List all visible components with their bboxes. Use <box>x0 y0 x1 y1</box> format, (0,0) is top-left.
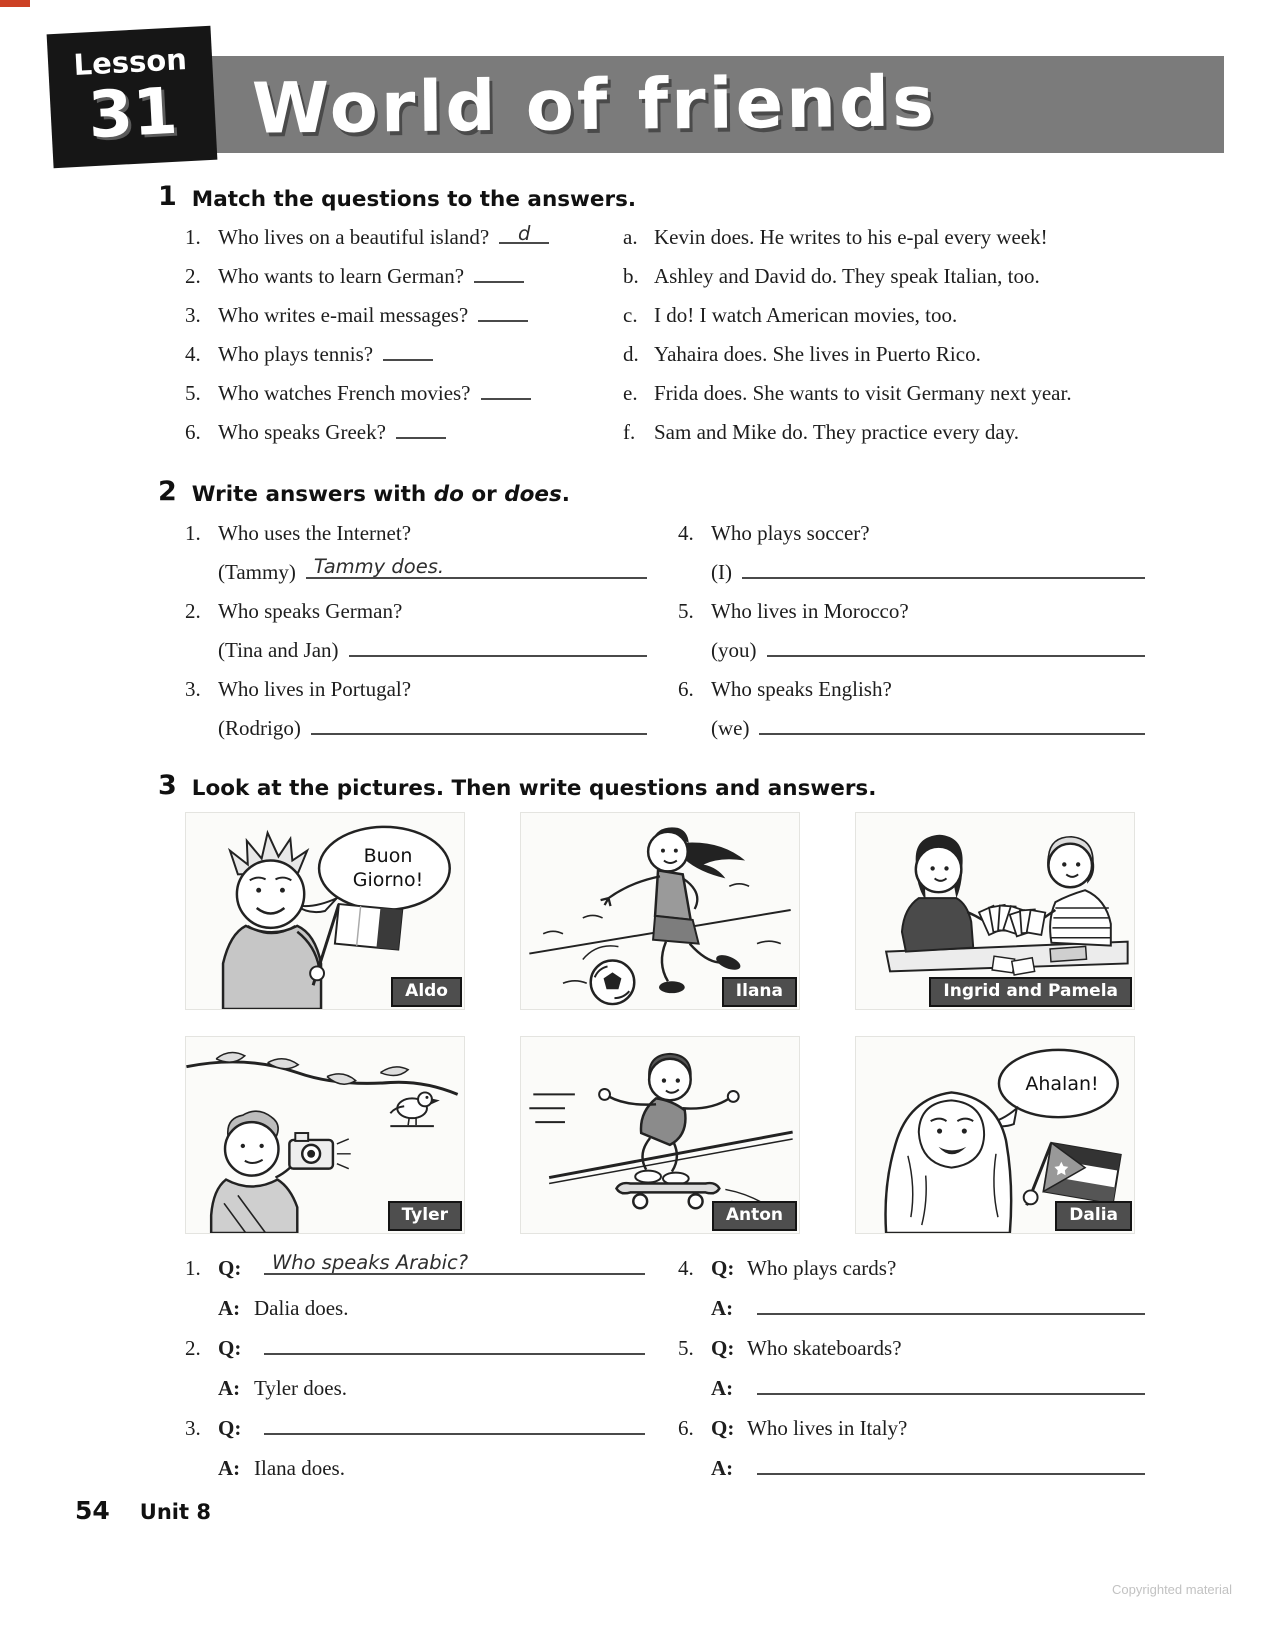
item-letter: d. <box>623 342 639 366</box>
exercise3-qa-left-column <box>185 1246 645 1486</box>
qa-item <box>678 1246 1145 1326</box>
question-text: Who speaks German? <box>218 599 403 623</box>
lesson-number: 31 <box>86 74 180 154</box>
picture-card-tyler <box>185 1036 465 1234</box>
a-label: A: <box>218 1456 241 1480</box>
qa-item <box>185 1246 645 1326</box>
item-number: 4. <box>678 521 694 545</box>
page-title: World of friends <box>251 59 938 150</box>
exercise2-item <box>185 668 647 746</box>
list-item <box>623 255 1213 294</box>
item-number: 3. <box>185 677 201 701</box>
exercise2-item <box>185 512 647 590</box>
q-label: Q: <box>218 1256 242 1280</box>
picture-name-label: Ingrid and Pamela <box>929 977 1132 1007</box>
item-letter: a. <box>623 225 638 249</box>
question-text: Who uses the Internet? <box>218 521 412 545</box>
item-number: 6. <box>185 420 201 444</box>
picture-name-label: Ilana <box>722 977 797 1007</box>
item-number: 6. <box>678 1416 694 1440</box>
question-blank[interactable] <box>264 1339 645 1355</box>
question-text: Who wants to learn German? <box>218 264 465 288</box>
speech-bubble-text: Buon Giorno! <box>352 845 424 891</box>
exercise2-right-column <box>678 512 1145 746</box>
exercise2-heading <box>158 478 570 507</box>
qa-item <box>185 1406 645 1486</box>
item-number: 2. <box>185 599 201 623</box>
picture-card-aldo <box>185 812 465 1010</box>
list-item <box>623 411 1213 450</box>
exercise1-answers-list <box>623 216 1213 450</box>
answer-prompt: (Rodrigo) <box>218 716 301 740</box>
question-blank[interactable] <box>264 1419 645 1435</box>
answer-blank[interactable] <box>767 641 1146 657</box>
q-label: Q: <box>218 1336 242 1360</box>
written-answer: d <box>517 221 531 245</box>
exercise1-number: 1 <box>158 181 177 212</box>
question-blank[interactable] <box>264 1250 645 1275</box>
item-number: 6. <box>678 677 694 701</box>
list-item <box>185 216 637 255</box>
item-number: 5. <box>678 1336 694 1360</box>
exercise3-title: Look at the pictures. Then write questions and answers. <box>191 776 877 801</box>
q-label: Q: <box>218 1416 242 1440</box>
answer-text: Frida does. She wants to visit Germany next year. <box>654 381 1072 405</box>
exercise2-item <box>678 512 1145 590</box>
answer-blank[interactable] <box>757 1459 1145 1475</box>
item-number: 4. <box>678 1256 694 1280</box>
answer-blank[interactable] <box>757 1379 1145 1395</box>
exercise2-item <box>185 590 647 668</box>
item-number: 5. <box>185 381 201 405</box>
a-label: A: <box>711 1376 734 1400</box>
written-question: Who speaks Arabic? <box>272 1250 469 1274</box>
item-number: 3. <box>185 303 201 327</box>
exercise3-number: 3 <box>158 770 177 801</box>
answer-prompt: (Tammy) <box>218 560 296 584</box>
a-label: A: <box>218 1296 241 1320</box>
answer-text: Yahaira does. She lives in Puerto Rico. <box>654 342 981 366</box>
lesson-number-box <box>47 26 218 168</box>
question-text: Who lives in Portugal? <box>218 677 412 701</box>
exercise2-title <box>192 478 570 507</box>
list-item <box>623 294 1213 333</box>
answer-blank[interactable] <box>306 554 647 579</box>
question-text: Who watches French movies? <box>218 381 471 405</box>
qa-item <box>185 1326 645 1406</box>
item-letter: f. <box>623 420 636 444</box>
match-answer-blank[interactable] <box>499 221 549 245</box>
qa-item <box>678 1406 1145 1486</box>
q-label: Q: <box>711 1336 735 1360</box>
item-number: 2. <box>185 264 201 288</box>
answer-prompt: (we) <box>711 716 750 740</box>
answer-prompt: (you) <box>711 638 757 662</box>
list-item <box>185 333 637 372</box>
match-answer-blank[interactable] <box>478 306 528 322</box>
item-number: 1. <box>185 1256 201 1280</box>
exercise1-title: Match the questions to the answers. <box>191 187 637 212</box>
exercise1-heading <box>158 183 636 212</box>
question-text: Who speaks English? <box>711 677 892 701</box>
exercise2-item <box>678 668 1145 746</box>
answer-text: Sam and Mike do. They practice every day. <box>654 420 1020 444</box>
written-answer: Tammy does. <box>313 554 445 578</box>
list-item <box>185 411 637 450</box>
page-number: 54 <box>75 1496 110 1525</box>
list-item <box>623 372 1213 411</box>
answer-blank[interactable] <box>759 719 1145 735</box>
answer-blank[interactable] <box>757 1299 1145 1315</box>
exercise3-picture-grid <box>185 812 1135 1234</box>
match-answer-blank[interactable] <box>481 384 531 400</box>
question-text: Who skateboards? <box>747 1336 902 1360</box>
scan-edge-artifact <box>0 0 30 7</box>
answer-text: Tyler does. <box>254 1376 348 1400</box>
item-number: 1. <box>185 225 201 249</box>
exercise1-questions-list <box>185 216 637 450</box>
q-label: Q: <box>711 1416 735 1440</box>
list-item <box>185 372 637 411</box>
item-number: 3. <box>185 1416 201 1440</box>
copyright-note: Copyrighted material <box>1112 1582 1232 1597</box>
qa-item <box>678 1326 1145 1406</box>
answer-prompt: (Tina and Jan) <box>218 638 339 662</box>
answer-blank[interactable] <box>742 563 1145 579</box>
answer-text: Ashley and David do. They speak Italian, too. <box>654 264 1040 288</box>
item-number: 2. <box>185 1336 201 1360</box>
page-footer <box>75 1496 211 1525</box>
a-label: A: <box>711 1456 734 1480</box>
title-text: or <box>463 482 505 507</box>
item-letter: e. <box>623 381 638 405</box>
exercise2-left-column <box>185 512 647 746</box>
title-does-word: does <box>504 482 562 507</box>
q-label: Q: <box>711 1256 735 1280</box>
title-text: Write answers with <box>191 482 434 507</box>
title-text: . <box>561 482 570 507</box>
question-text: Who plays soccer? <box>711 521 870 545</box>
list-item <box>623 333 1213 372</box>
match-answer-blank[interactable] <box>396 423 446 439</box>
question-text: Who lives in Morocco? <box>711 599 909 623</box>
picture-name-label: Tyler <box>388 1201 462 1231</box>
question-text: Who speaks Greek? <box>218 420 386 444</box>
answer-text: I do! I watch American movies, too. <box>654 303 958 327</box>
picture-card-dalia <box>855 1036 1135 1234</box>
question-text: Who lives on a beautiful island? <box>218 225 490 249</box>
question-text: Who lives in Italy? <box>747 1416 908 1440</box>
unit-label: Unit 8 <box>139 1500 211 1524</box>
answer-text: Kevin does. He writes to his e-pal every week! <box>654 225 1048 249</box>
title-banner <box>210 56 1224 153</box>
question-text: Who plays cards? <box>747 1256 897 1280</box>
speech-bubble-text: Ahalan! <box>1025 1073 1099 1096</box>
list-item <box>185 294 637 333</box>
answer-blank[interactable] <box>349 641 647 657</box>
picture-name-label: Aldo <box>391 977 462 1007</box>
answer-text: Dalia does. <box>254 1296 349 1320</box>
item-number: 5. <box>678 599 694 623</box>
question-text: Who plays tennis? <box>218 342 374 366</box>
item-number: 4. <box>185 342 201 366</box>
lesson-label: Lesson <box>72 42 188 82</box>
match-answer-blank[interactable] <box>383 345 433 361</box>
item-letter: b. <box>623 264 639 288</box>
exercise3-heading <box>158 772 876 801</box>
picture-card-ilana <box>520 812 800 1010</box>
picture-card-ingrid-pamela <box>855 812 1135 1010</box>
item-number: 1. <box>185 521 201 545</box>
exercise2-number: 2 <box>158 476 177 507</box>
a-label: A: <box>711 1296 734 1320</box>
exercise2-item <box>678 590 1145 668</box>
question-text: Who writes e-mail messages? <box>218 303 469 327</box>
answer-blank[interactable] <box>311 719 647 735</box>
answer-prompt: (I) <box>711 560 732 584</box>
picture-name-label: Anton <box>712 1201 797 1231</box>
exercise3-qa-right-column <box>678 1246 1145 1486</box>
picture-card-anton <box>520 1036 800 1234</box>
answer-text: Ilana does. <box>254 1456 345 1480</box>
list-item <box>623 216 1213 255</box>
picture-name-label: Dalia <box>1055 1201 1132 1231</box>
a-label: A: <box>218 1376 241 1400</box>
match-answer-blank[interactable] <box>474 267 524 283</box>
item-letter: c. <box>623 303 638 327</box>
list-item <box>185 255 637 294</box>
title-do-word: do <box>433 482 464 507</box>
